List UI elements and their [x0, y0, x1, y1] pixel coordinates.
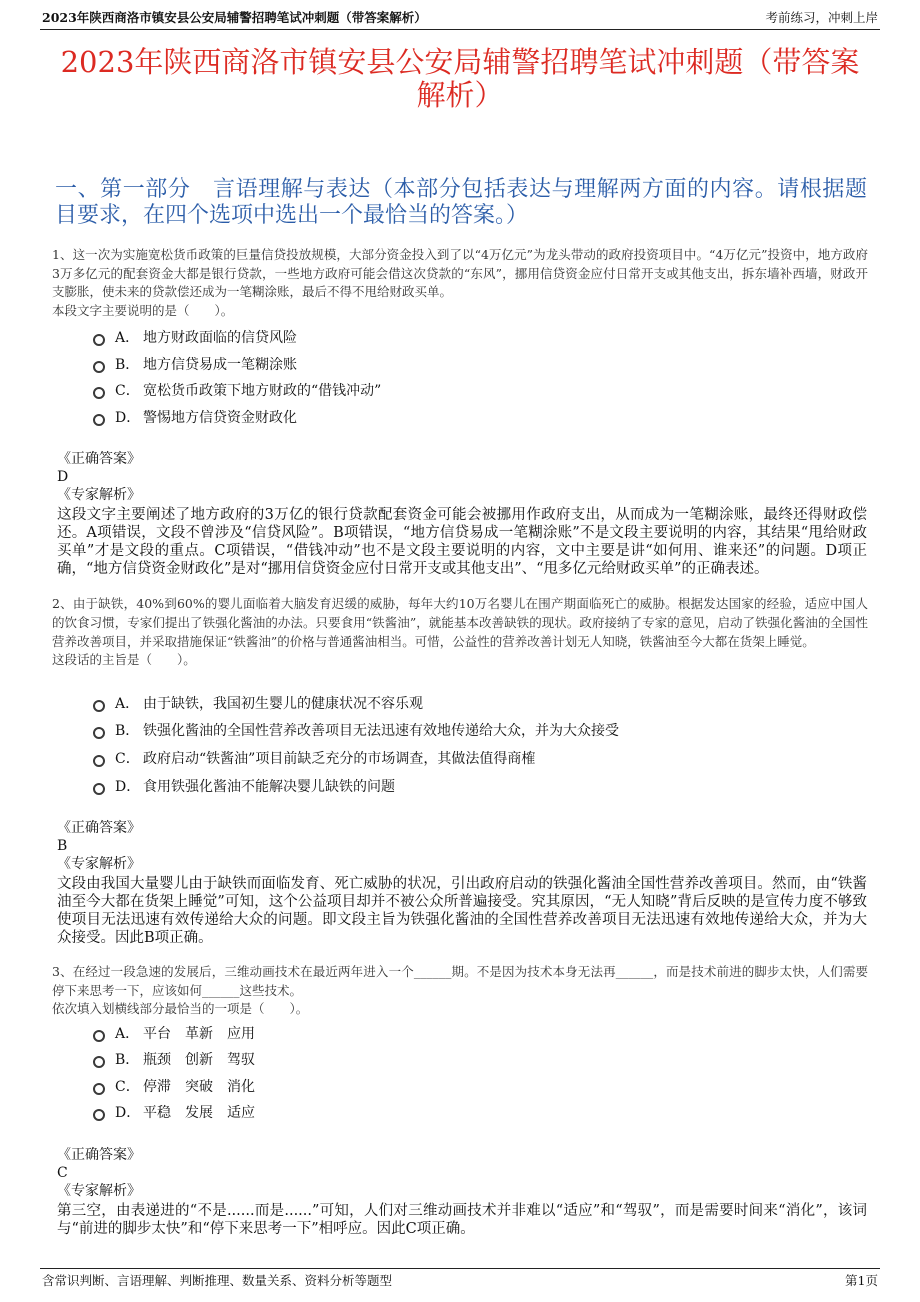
radio-icon: [93, 1030, 105, 1042]
question-text: 1、这一次为实施宽松货币政策的巨量信贷投放规模，大部分资金投入到了以“4万亿元”为龙头带动的政府投资项目中。“4万亿元”投资中，地方政府3万多亿元的配套资金大都是银行贷款，一些地方政府可能会借这次贷款的“东风”，挪用信贷资金应付日常开支或其他支出，拆东墙补西墙，财政开支膨胀，使未来的贷款偿还成为一笔糊涂账，最后不得不甩给财政买单。: [52, 247, 868, 299]
question-3-options: [93, 1020, 863, 1125]
question-1-stem: [52, 246, 868, 320]
option-text: 警惕地方信贷资金财政化: [143, 409, 297, 426]
option-b: [93, 1046, 863, 1072]
option-letter: D．: [115, 409, 141, 426]
question-3-stem: [52, 963, 868, 1019]
radio-icon: [93, 700, 105, 712]
option-a: [93, 689, 863, 717]
answer-value: B: [57, 838, 68, 854]
option-text: 食用铁强化酱油不能解决婴儿缺铁的问题: [143, 778, 395, 795]
option-b: [93, 351, 863, 378]
header-document-title: 2023年陕西商洛市镇安县公安局辅警招聘笔试冲刺题（带答案解析）: [42, 10, 427, 25]
radio-icon: [93, 783, 105, 795]
option-text: 地方财政面临的信贷风险: [143, 330, 297, 347]
analysis-text: 文段由我国大量婴儿由于缺铁而面临发育、死亡威胁的状况，引出政府启动的铁强化酱油全国性营养改善项目。然而，由“铁酱油至今大都在货架上睡觉”可知，这个公益项目却并不被公众所普遍接受。究其原因，“无人知晓”背后反映的是宣传力度不够致使项目无法迅速有效传递给大众的问题。即文段主旨为铁强化酱油的全国性营养改善项目无法迅速有效地传递给大众，并为大众接受。因此B项正确。: [57, 876, 867, 946]
question-3-answer-block: [57, 1146, 867, 1238]
option-text: 平台 革新 应用: [143, 1026, 255, 1043]
question-2-stem: [52, 595, 868, 670]
option-text: 地方信贷易成一笔糊涂账: [143, 356, 297, 373]
option-text: 政府启动“铁酱油”项目前缺乏充分的市场调查，其做法值得商榷: [143, 750, 536, 767]
answer-label: 《正确答案》: [57, 1147, 141, 1163]
option-b: [93, 717, 863, 745]
option-text: 铁强化酱油的全国性营养改善项目无法迅速有效地传递给大众，并为大众接受: [143, 723, 619, 740]
section-heading: 一、第一部分 言语理解与表达（本部分包括表达与理解两方面的内容。请根据题目要求，在四个选项中选出一个最恰当的答案。）: [55, 177, 867, 228]
option-letter: A．: [115, 695, 140, 712]
option-letter: C．: [115, 1078, 140, 1095]
option-letter: C．: [115, 750, 140, 767]
analysis-label: 《专家解析》: [57, 856, 141, 872]
radio-icon: [93, 334, 105, 346]
radio-icon: [93, 361, 105, 373]
option-letter: C．: [115, 383, 140, 400]
question-2-answer-block: [57, 819, 867, 947]
page-title: 2023年陕西商洛市镇安县公安局辅警招聘笔试冲刺题（带答案解析）: [60, 45, 860, 112]
option-letter: A．: [115, 330, 140, 347]
answer-value: D: [57, 469, 69, 485]
page-number: 第1页: [845, 1273, 878, 1288]
question-2-options: [93, 689, 863, 799]
option-letter: D．: [115, 1105, 141, 1122]
radio-icon: [93, 727, 105, 739]
question-text: 3、在经过一段急速的发展后，三维动画技术在最近两年进入一个______期。不是因为技术本身无法再______，而是技术前进的脚步太快，人们需要停下来思考一下，应该如何______这些技术。: [52, 964, 868, 998]
question-prompt: 本段文字主要说明的是（ ）。: [52, 302, 234, 318]
answer-label: 《正确答案》: [57, 820, 141, 836]
option-letter: D．: [115, 778, 141, 795]
radio-icon: [93, 1083, 105, 1095]
radio-icon: [93, 755, 105, 767]
option-d: [93, 404, 863, 431]
option-text: 瓶颈 创新 驾驭: [143, 1052, 255, 1069]
analysis-text: 这段文字主要阐述了地方政府的3万亿的银行贷款配套资金可能会被挪用作政府支出，从而成为一笔糊涂账，最终还得财政偿还。A项错误，文段不曾涉及“信贷风险”。B项错误，“地方信贷易成一笔糊涂账”不是文段主要说明的内容，其结果“甩给财政买单”才是文段的重点。C项错误，“借钱冲动”也不是文段主要说明的内容，文中主要是讲“如何用、谁来还”的问题。D项正确，“地方信贷资金财政化”是对“挪用信贷资金应付日常开支或其他支出”、“甩多亿元给财政买单”的正确表述。: [57, 507, 867, 577]
page-footer: [40, 1268, 880, 1293]
question-1-answer-block: [57, 450, 867, 578]
footer-question-types: 含常识判断、言语理解、判断推理、数量关系、资料分析等题型: [42, 1273, 393, 1288]
option-text: 由于缺铁，我国初生婴儿的健康状况不容乐观: [143, 695, 423, 712]
radio-icon: [93, 1056, 105, 1068]
option-letter: B．: [115, 1052, 140, 1069]
answer-label: 《正确答案》: [57, 451, 141, 467]
option-a: [93, 324, 863, 351]
analysis-label: 《专家解析》: [57, 1183, 141, 1199]
radio-icon: [93, 387, 105, 399]
option-text: 平稳 发展 适应: [143, 1105, 255, 1122]
question-1-options: [93, 324, 863, 430]
radio-icon: [93, 1109, 105, 1121]
option-text: 宽松货币政策下地方财政的“借钱冲动”: [143, 383, 382, 400]
option-text: 停滞 突破 消化: [143, 1078, 255, 1095]
analysis-text: 第三空，由表递进的“不是......而是......”可知，人们对三维动画技术并非难以“适应”和“驾驭”，而是需要时间来“消化”，该词与“前进的脚步太快”和“停下来思考一下”相呼应。因此C项正确。: [57, 1203, 867, 1237]
header-slogan: 考前练习，冲刺上岸: [765, 10, 878, 25]
answer-value: C: [57, 1165, 68, 1181]
page-header: [40, 6, 880, 30]
option-letter: B．: [115, 356, 140, 373]
radio-icon: [93, 414, 105, 426]
option-letter: A．: [115, 1026, 140, 1043]
analysis-label: 《专家解析》: [57, 487, 141, 503]
option-c: [93, 1073, 863, 1099]
option-a: [93, 1020, 863, 1046]
question-prompt: 这段话的主旨是（ ）。: [52, 652, 196, 668]
option-c: [93, 377, 863, 404]
option-letter: B．: [115, 723, 140, 740]
option-c: [93, 744, 863, 772]
question-text: 2、由于缺铁，40%到60%的婴儿面临着大脑发育迟缓的威胁，每年大约10万名婴儿在围产期面临死亡的威胁。根据发达国家的经验，适应中国人的饮食习惯，专家们提出了铁强化酱油的办法。只要食用“铁酱油”，就能基本改善缺铁的现状。政府接纳了专家的意见，启动了铁强化酱油的全国性营养改善项目，并采取措施保证“铁酱油”的价格与普通酱油相当。可惜，公益性的营养改善计划无人知晓，铁酱油至今大都在货架上睡觉。: [52, 596, 868, 649]
option-d: [93, 1099, 863, 1125]
question-prompt: 依次填入划横线部分最恰当的一项是（ ）。: [52, 1001, 309, 1016]
option-d: [93, 772, 863, 800]
